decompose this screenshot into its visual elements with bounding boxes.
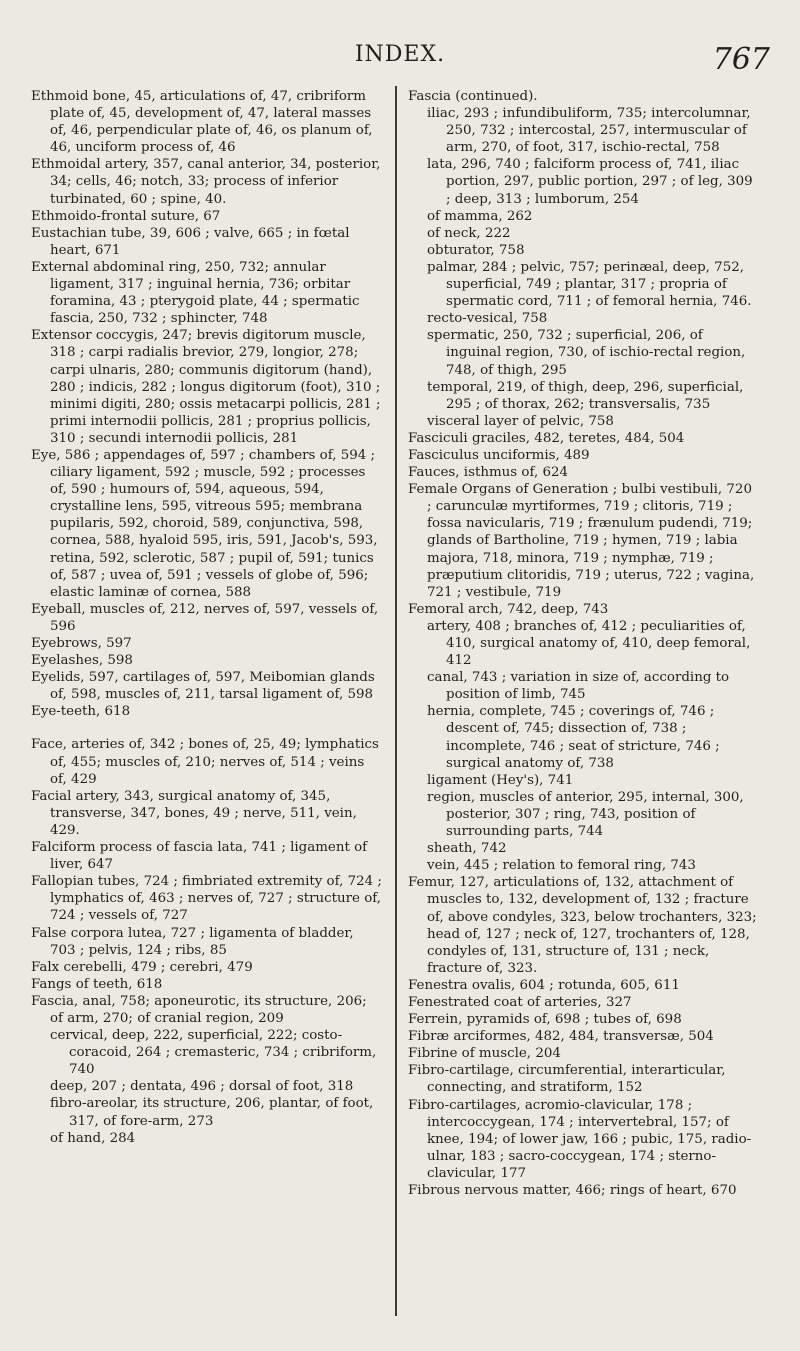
index-entry: Facial artery, 343, surgical anatomy of, 345, transverse, 347, bones, 49 ; nerve, 511, vein, 429.	[31, 788, 357, 838]
index-subentry: temporal, 219, of thigh, deep, 296, superficial, 295 ; of thorax, 262; transversalis, 735	[427, 379, 744, 412]
page-number: 767	[712, 42, 770, 77]
index-entry: Fangs of teeth, 618	[31, 976, 163, 992]
index-entry: Fenestra ovalis, 604 ; rotunda, 605, 611	[408, 977, 680, 993]
index-subentry: lata, 296, 740 ; falciform process of, 741, iliac portion, 297, public portion, 297 ; of leg, 309 ; deep, 313 ; lumborum, 254	[427, 157, 753, 207]
index-subentry: fibro-areolar, its structure, 206, plantar, of foot, 317, of fore-arm, 273	[50, 1096, 374, 1129]
index-entry: Ethmoidal artery, 357, canal anterior, 34, posterior, 34; cells, 46; notch, 33; process of inferior turbinated, 60 ; spine, 40.	[31, 157, 381, 207]
index-entry: Fibro-cartilage, circumferential, interarticular, connecting, and stratiform, 152	[408, 1063, 726, 1096]
index-entry: Ferrein, pyramids of, 698 ; tubes of, 698	[408, 1012, 682, 1028]
index-entry: Fascia (continued).	[408, 89, 538, 104]
page-header	[0, 42, 800, 82]
index-subentry: of mamma, 262	[427, 208, 533, 224]
index-entry: Fascia, anal, 758; aponeurotic, its structure, 206; of arm, 270; of cranial region, 209	[31, 993, 367, 1026]
index-subentry: iliac, 293 ; infundibuliform, 735; intercolumnar, 250, 732 ; intercostal, 257, intermuscular of arm, 270, of foot, 317, ischio-rectal, 758	[427, 106, 751, 156]
index-entry: Ethmoido-frontal suture, 67	[31, 208, 221, 224]
index-subentry: region, muscles of anterior, 295, internal, 300, posterior, 307 ; ring, 743, position of surrounding parts, 744	[427, 789, 744, 840]
index-subentry: obturator, 758	[427, 242, 525, 258]
index-entry: Female Organs of Generation ; bulbi vestibuli, 720 ; carunculæ myrtiformes, 719 ; clitoris, 719 ; fossa navicularis, 719 ; frænulum pudendi, 719; glands of Bartholine, 719 ; hymen, 719 ; labia majora, 718, minora, 719 ; nymphæ, 719 ; præputium clitoridis, 719 ; uterus, 722 ; vagina, 721 ; vestibule, 719	[408, 482, 755, 600]
index-entry: Eustachian tube, 39, 606 ; valve, 665 ; in fœtal heart, 671	[31, 225, 350, 258]
index-entry: False corpora lutea, 727 ; ligamenta of bladder, 703 ; pelvis, 124 ; ribs, 85	[31, 925, 354, 958]
index-subentry: cervical, deep, 222, superficial, 222; costo-coracoid, 264 ; cremasteric, 734 ; cribriform, 740	[50, 1028, 377, 1078]
index-subentry: canal, 743 ; variation in size of, according to position of limb, 745	[427, 670, 730, 703]
index-entry: Femur, 127, articulations of, 132, attachment of muscles to, 132, development of, 132 ; fracture of, above condyles, 323, below trochanters, 323; head of, 127 ; neck of, 127, trochanters of, 128, condyles of, 131, structure of, 131 ; neck, fracture of, 323.	[408, 875, 757, 976]
index-subentry: vein, 445 ; relation to femoral ring, 743	[427, 858, 696, 874]
index-subentry: hernia, complete, 745 ; coverings of, 746 ; descent of, 745; dissection of, 738 ; incomplete, 746 ; seat of stricture, 746 ; surgical anatomy of, 738	[427, 704, 720, 771]
index-entry: Fibrine of muscle, 204	[408, 1046, 561, 1062]
index-entry: Eyelashes, 598	[31, 653, 133, 669]
index-entry: Falx cerebelli, 479 ; cerebri, 479	[31, 959, 253, 975]
index-entry: Femoral arch, 742, deep, 743	[408, 601, 609, 617]
index-entry: Eye-teeth, 618	[31, 704, 131, 720]
index-entry: Fauces, isthmus of, 624	[408, 465, 569, 481]
column-divider	[395, 86, 397, 1316]
index-entry: Fallopian tubes, 724 ; fimbriated extremity of, 724 ; lymphatics of, 463 ; nerves of, 727 ; structure of, 724 ; vessels of, 727	[31, 874, 382, 924]
index-subentry: recto-vesical, 758	[427, 311, 548, 327]
index-entry: Fenestrated coat of arteries, 327	[408, 994, 632, 1010]
index-entry: Fasciculus unciformis, 489	[408, 447, 590, 463]
index-entry: Face, arteries of, 342 ; bones of, 25, 49; lymphatics of, 455; muscles of, 210; nerves of, 514 ; veins of, 429	[31, 737, 379, 787]
index-entry: Eye, 586 ; appendages of, 597 ; chambers of, 594 ; ciliary ligament, 592 ; muscle, 592 ; processes of, 590 ; humours of, 594, aqueous, 594, crystalline lens, 595, vitreous 595; membrana pupilaris, 592, choroid, 589, conjunctiva, 598, cornea, 588, hyaloid 595, iris, 591, Jacob's, 593, retina, 592, sclerotic, 587 ; pupil of, 591; tunics of, 587 ; uvea of, 591 ; vessels of globe of, 596; elastic laminæ of cornea, 588	[31, 447, 378, 600]
index-subentry: visceral layer of pelvic, 758	[427, 413, 614, 429]
index-subentry: deep, 207 ; dentata, 496 ; dorsal of foot, 318	[50, 1079, 354, 1095]
index-entry: Eyelids, 597, cartilages of, 597, Meibomian glands of, 598, muscles of, 211, tarsal ligament of, 598	[31, 670, 375, 703]
index-entry: External abdominal ring, 250, 732; annular ligament, 317 ; inguinal hernia, 736; orbitar foramina, 43 ; pterygoid plate, 44 ; spermatic fascia, 250, 732 ; sphincter, 748	[31, 259, 360, 327]
index-subentry: palmar, 284 ; pelvic, 757; perinæal, deep, 752, superficial, 749 ; plantar, 317 ; propria of spermatic cord, 711 ; of femoral hernia, 746.	[427, 259, 752, 310]
index-entry: Extensor coccygis, 247; brevis digitorum muscle, 318 ; carpi radialis brevior, 279, longior, 278; carpi ulnaris, 280; communis digitorum (hand), 280 ; indicis, 282 ; longus digitorum (foot), 310 ; minimi digiti, 280; ossis metacarpi pollicis, 281 ; primi internodii pollicis, 281 ; proprius pollicis, 310 ; secundi internodii pollicis, 281	[31, 328, 381, 446]
index-subentry: of hand, 284	[50, 1130, 136, 1146]
index-subentry: sheath, 742	[427, 841, 507, 857]
index-entry: Ethmoid bone, 45, articulations of, 47, cribriform plate of, 45, development of, 47, lateral masses of, 46, perpendicular plate of, 46, os planum of, 46, unciform process of, 46	[31, 89, 373, 156]
index-entry: Fibræ arciformes, 482, 484, transversæ, 504	[408, 1029, 714, 1045]
index-entry: Fibrous nervous matter, 466; rings of heart, 670	[408, 1183, 737, 1198]
page-title: INDEX.	[354, 42, 446, 67]
index-column-right	[408, 88, 760, 1199]
index-column-left	[31, 88, 383, 1147]
index-subentry: ligament (Hey's), 741	[427, 772, 574, 788]
index-entry: Eyebrows, 597	[31, 636, 132, 651]
index-entry: Fibro-cartilages, acromio-clavicular, 178 ; intercoccygean, 174 ; intervertebral, 157; of knee, 194; of lower jaw, 166 ; pubic, 175, radio-ulnar, 183 ; sacro-coccygean, 174 ; sterno-clavicular, 177	[408, 1097, 752, 1181]
index-entry: Fasciculi graciles, 482, teretes, 484, 504	[408, 430, 685, 446]
index-subentry: spermatic, 250, 732 ; superficial, 206, of inguinal region, 730, of ischio-rectal region, 748, of thigh, 295	[427, 328, 746, 378]
index-subentry: artery, 408 ; branches of, 412 ; peculiarities of, 410, surgical anatomy of, 410, deep femoral, 412	[427, 618, 751, 669]
index-entry: Falciform process of fascia lata, 741 ; ligament of liver, 647	[31, 840, 368, 873]
index-entry: Eyeball, muscles of, 212, nerves of, 597, vessels of, 596	[31, 601, 379, 634]
index-subentry: of neck, 222	[427, 225, 511, 241]
